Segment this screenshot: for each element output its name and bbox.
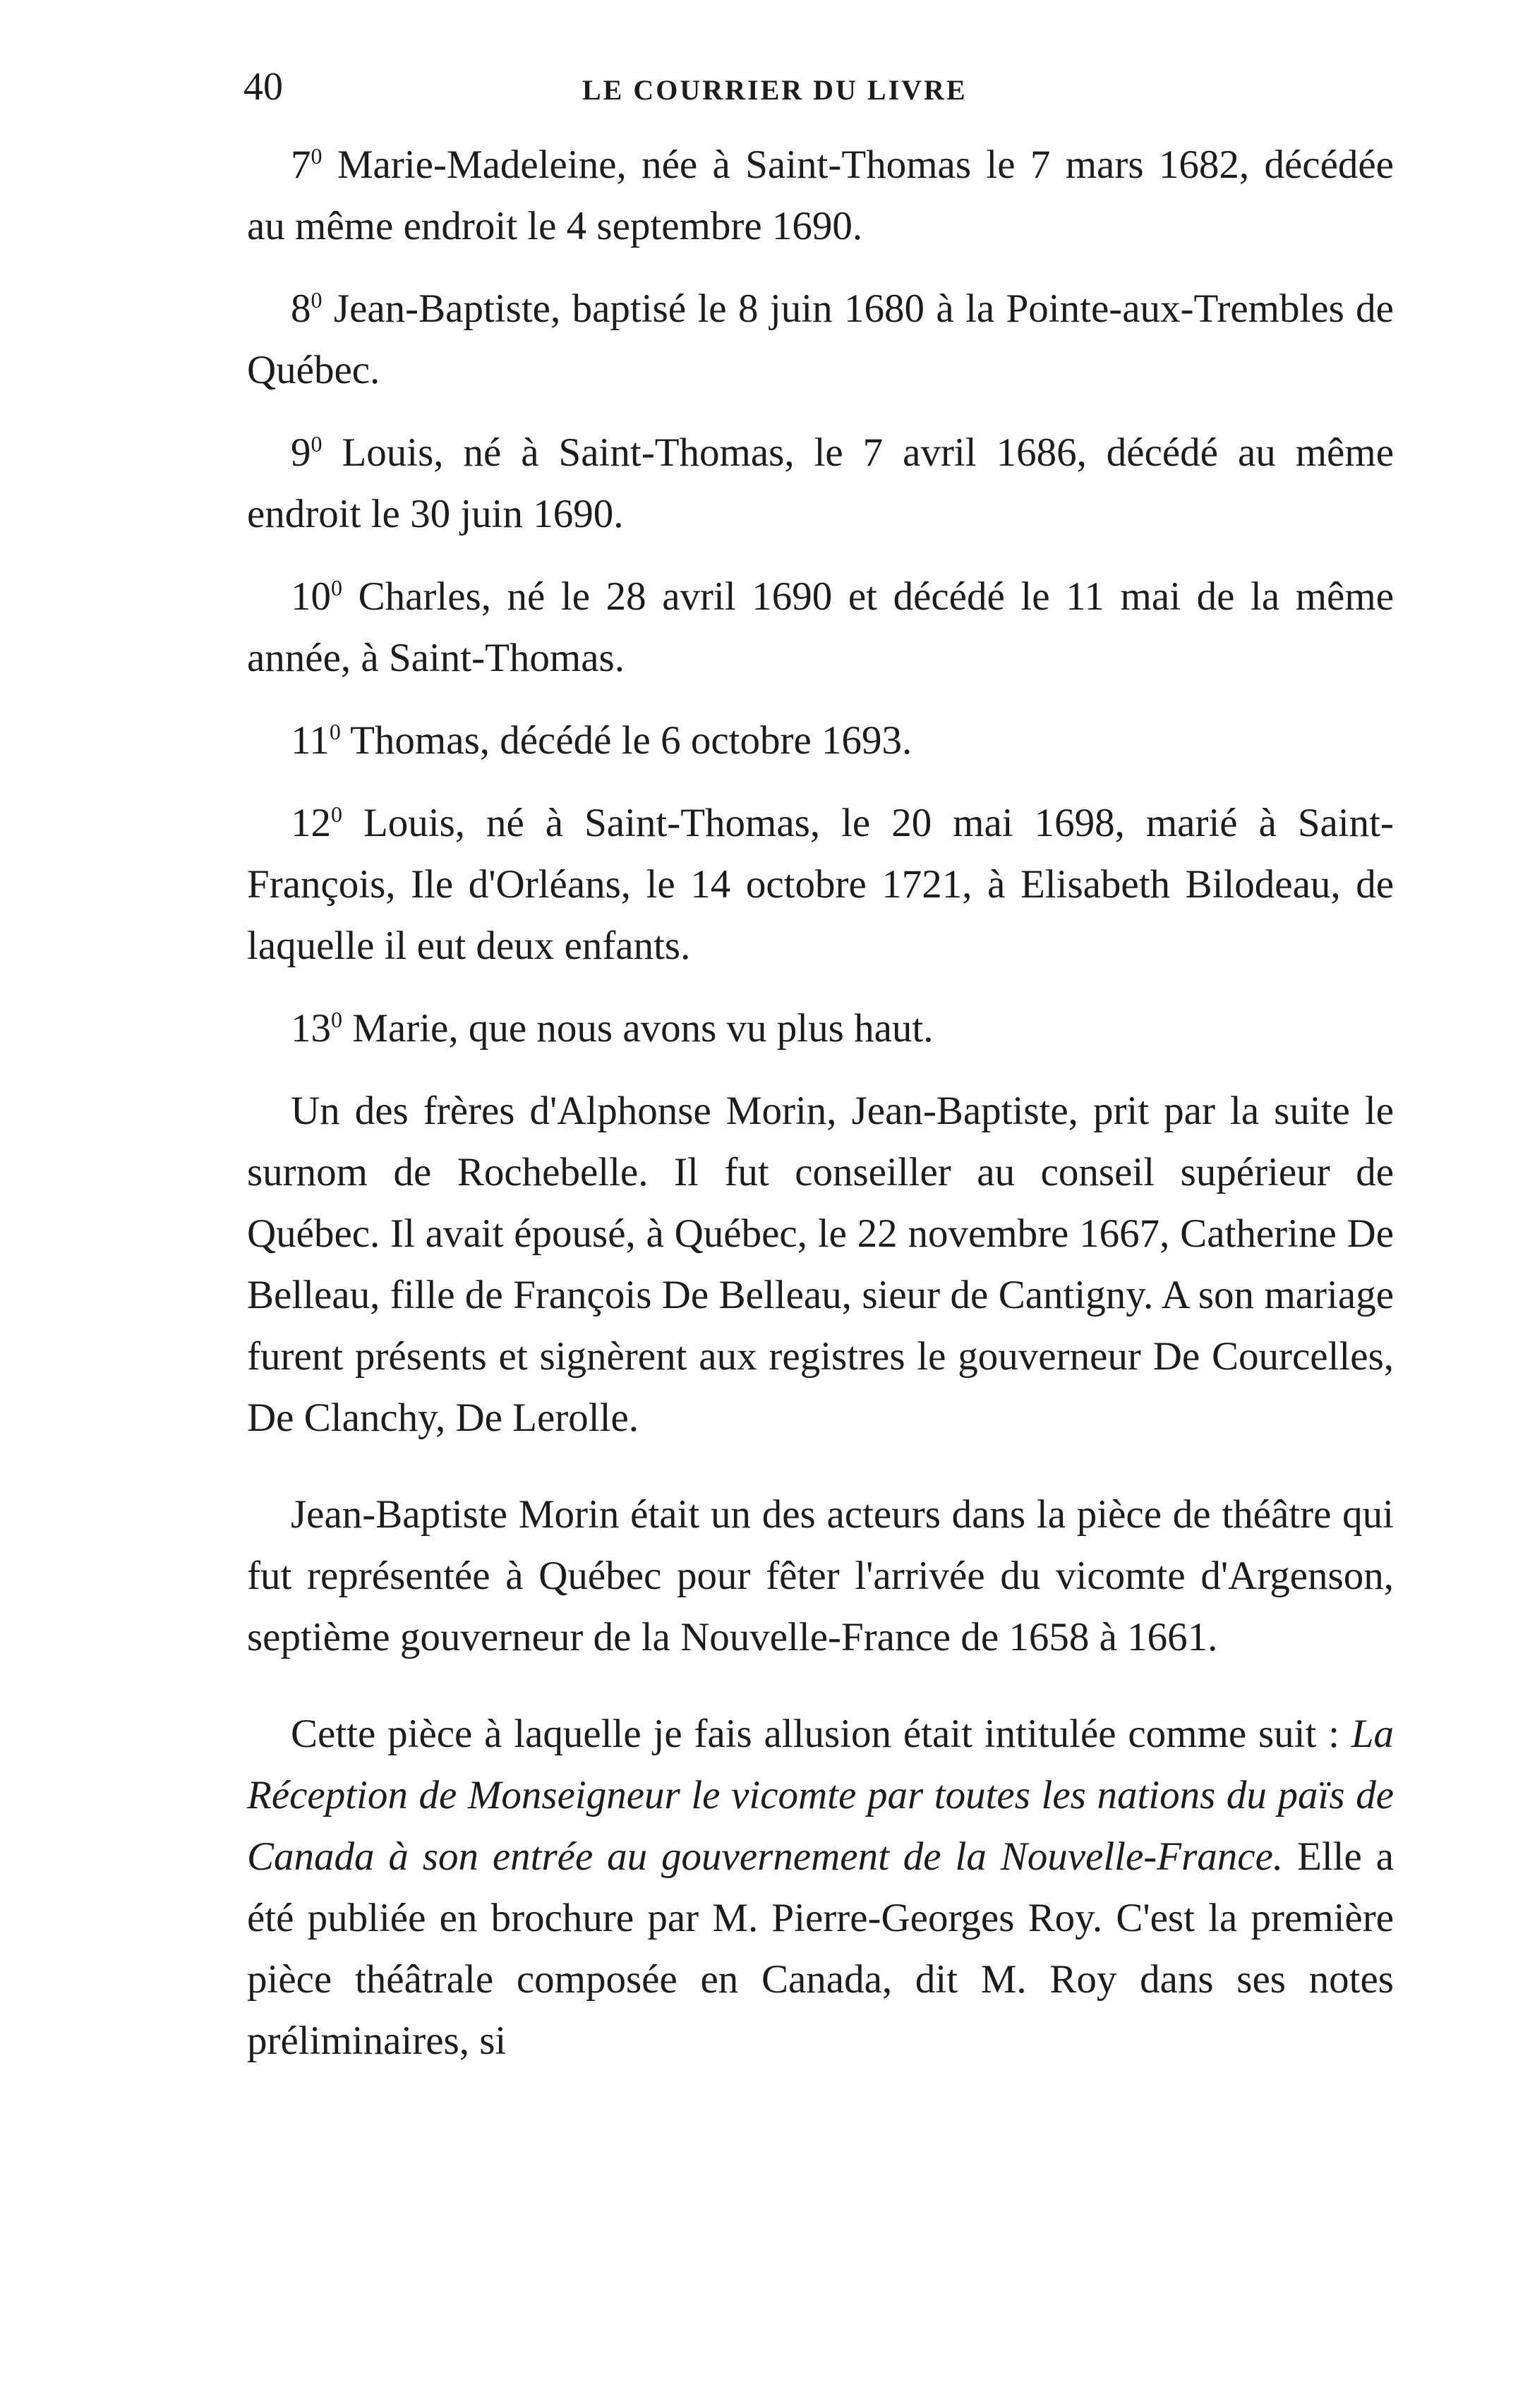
entry-number: 7 [291, 143, 311, 187]
entry-text: Jean-Baptiste, baptisé le 8 juin 1680 à la Pointe-aux-Trembles de Québec. [247, 286, 1394, 392]
entry-ordinal: 0 [311, 143, 323, 169]
page-header [243, 62, 1394, 126]
play-title: La Réception de Monseigneur le vicomte par toutes les nations du païs de Canada à son entrée au gouvernement de la Nouvelle-France. [247, 1712, 1394, 1879]
entry-ordinal: 0 [331, 801, 342, 827]
paragraph-theatre: Jean-Baptiste Morin était un des acteurs dans la pièce de théâtre qui fut représentée à Québec pour fêter l'arrivée du vicomte d'Argenson, septième gouverneur de la Nouvelle-France de 1658 à 1661. [247, 1492, 1394, 1659]
list-item [247, 278, 1394, 401]
paragraph-rochebelle: Un des frères d'Alphonse Morin, Jean-Baptiste, prit par la suite le surnom de Rochebelle. Il fut conseiller au conseil supérieur de Québec. Il avait épousé, à Québec, le 22 novembre 1667, Catherine De Belleau, fille de François De Belleau, sieur de Cantigny. A son mariage furent présents et signèrent aux registres le gouverneur De Courcelles, De Clanchy, De Lerolle. [247, 1089, 1394, 1440]
list-item [247, 566, 1394, 689]
list-item [247, 422, 1394, 545]
entry-ordinal: 0 [311, 287, 323, 313]
entry-number: 12 [291, 801, 331, 845]
paragraph-text: Elle a été publiée en brochure par M. Pierre-Georges Roy. C'est la première pièce théâtrale composée en Canada, dit M. Roy dans ses notes préliminaires, si [247, 1834, 1394, 2063]
list-item [247, 792, 1394, 976]
entry-ordinal: 0 [311, 431, 323, 456]
entry-text: Louis, né à Saint-Thomas, le 20 mai 1698, marié à Saint-François, Ile d'Orléans, le 14 octobre 1721, à Elisabeth Bilodeau, de laquelle il eut deux enfants. [247, 801, 1394, 968]
entry-text: Charles, né le 28 avril 1690 et décédé le 11 mai de la même année, à Saint-Thomas. [247, 574, 1394, 680]
page-number: 40 [243, 65, 283, 109]
entry-number: 13 [291, 1006, 331, 1051]
entry-text: Marie, que nous avons vu plus haut. [342, 1006, 934, 1051]
list-item [247, 134, 1394, 257]
entry-text: Thomas, décédé le 6 octobre 1693. [340, 718, 912, 763]
entry-number: 8 [291, 286, 311, 331]
entry-number: 9 [291, 430, 311, 475]
paragraph-reception [247, 1703, 1394, 2071]
entry-number: 11 [291, 718, 330, 763]
running-title: LE COURRIER DU LIVRE [582, 74, 968, 106]
entry-text: Marie-Madeleine, née à Saint-Thomas le 7 mars 1682, décédée au même endroit le 4 septembre 1690. [247, 143, 1394, 248]
list-item [247, 710, 1394, 771]
paragraph-text: Cette pièce à laquelle je fais allusion était intitulée comme suit : [291, 1712, 1351, 1756]
entry-ordinal: 0 [331, 575, 342, 600]
entry-text: Louis, né à Saint-Thomas, le 7 avril 1686, décédé au même endroit le 30 juin 1690. [247, 430, 1394, 536]
page-body [247, 134, 1394, 2071]
entry-number: 10 [291, 574, 331, 619]
list-item [247, 998, 1394, 1059]
entry-ordinal: 0 [329, 719, 341, 744]
entry-ordinal: 0 [331, 1007, 342, 1032]
